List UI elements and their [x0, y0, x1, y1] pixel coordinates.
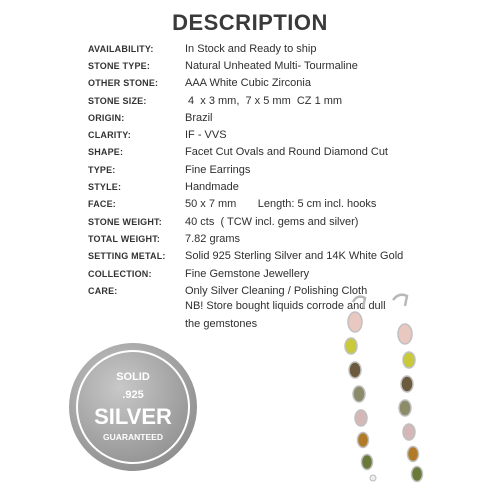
spec-value: 50 x 7 mm Length: 5 cm incl. hooks	[185, 198, 377, 211]
right-earring-hook	[393, 295, 407, 306]
spec-row-type	[88, 161, 403, 178]
left-stone-5	[355, 410, 367, 426]
spec-value: 7.82 grams	[185, 232, 241, 245]
right-earring	[393, 295, 423, 482]
spec-label: STONE TYPE:	[88, 60, 151, 71]
solid-silver-badge	[68, 342, 198, 472]
spec-label: FACE:	[88, 199, 116, 210]
spec-value: 4 x 3 mm, 7 x 5 mm CZ 1 mm	[185, 94, 343, 107]
right-stone-3	[401, 376, 413, 392]
spec-row-origin	[88, 109, 403, 126]
spec-row-stone-weight	[88, 213, 403, 230]
spec-table	[88, 40, 403, 299]
left-stone-3	[349, 362, 361, 378]
care-note-line-2: the gemstones	[185, 318, 258, 330]
spec-row-stone-type	[88, 57, 403, 74]
badge-solid-text: SOLID	[116, 371, 150, 383]
badge-guaranteed-text: GUARANTEED	[103, 432, 163, 442]
spec-row-stone-size	[88, 92, 403, 109]
spec-row-face	[88, 196, 403, 213]
spec-label: TYPE:	[88, 164, 116, 175]
badge-925-text: .925	[122, 389, 144, 401]
spec-row-other-stone	[88, 75, 403, 92]
spec-label: OTHER STONE:	[88, 78, 159, 89]
spec-value: Handmade	[185, 181, 239, 194]
right-stone-2	[403, 352, 415, 368]
right-stone-5	[403, 424, 415, 440]
left-stone-2	[345, 338, 357, 354]
left-earring	[345, 297, 376, 481]
spec-value: Natural Unheated Multi- Tourmaline	[185, 59, 358, 72]
spec-value: In Stock and Ready to ship	[185, 42, 317, 55]
spec-label: STONE WEIGHT:	[88, 216, 162, 227]
spec-value: 40 cts ( TCW incl. gems and silver)	[185, 215, 359, 228]
spec-label: CLARITY:	[88, 130, 131, 141]
left-stone-6	[358, 433, 369, 448]
spec-label: COLLECTION:	[88, 268, 152, 279]
right-stone-1	[398, 324, 412, 344]
care-note-line-1: NB! Store bought liquids corrode and dull	[185, 300, 386, 312]
left-stone-7	[362, 455, 373, 470]
left-stone-1	[348, 312, 362, 332]
earrings-photo	[325, 292, 465, 487]
spec-label: ORIGIN:	[88, 112, 125, 123]
spec-row-availability	[88, 40, 403, 57]
left-earring-hook	[353, 297, 365, 308]
left-cz-drop	[370, 475, 376, 481]
right-stone-6	[408, 447, 419, 462]
spec-row-collection	[88, 265, 403, 282]
spec-value: Fine Earrings	[185, 163, 251, 176]
spec-row-shape	[88, 144, 403, 161]
right-stone-4	[399, 400, 411, 416]
spec-value: IF - VVS	[185, 129, 227, 142]
right-stone-7	[412, 467, 423, 482]
spec-row-style	[88, 178, 403, 195]
badge-silver-text: SILVER	[94, 404, 172, 429]
spec-label: AVAILABILITY:	[88, 43, 154, 54]
spec-label: STONE SIZE:	[88, 95, 147, 106]
spec-label: CARE:	[88, 285, 118, 296]
spec-row-clarity	[88, 126, 403, 143]
spec-label: SHAPE:	[88, 147, 124, 158]
spec-value: Brazil	[185, 111, 213, 124]
page-title: DESCRIPTION	[172, 10, 328, 35]
spec-value: Facet Cut Ovals and Round Diamond Cut	[185, 146, 388, 159]
spec-row-setting-metal	[88, 248, 403, 265]
left-stone-4	[353, 386, 365, 402]
spec-value: AAA White Cubic Zirconia	[185, 77, 311, 90]
spec-label: TOTAL WEIGHT:	[88, 233, 161, 244]
spec-row-total-weight	[88, 230, 403, 247]
spec-label: SETTING METAL:	[88, 251, 166, 262]
spec-value: Fine Gemstone Jewellery	[185, 267, 310, 280]
spec-label: STYLE:	[88, 182, 122, 193]
spec-value: Solid 925 Sterling Silver and 14K White Gold	[185, 250, 404, 263]
spec-value: Only Silver Cleaning / Polishing Cloth	[185, 284, 368, 297]
